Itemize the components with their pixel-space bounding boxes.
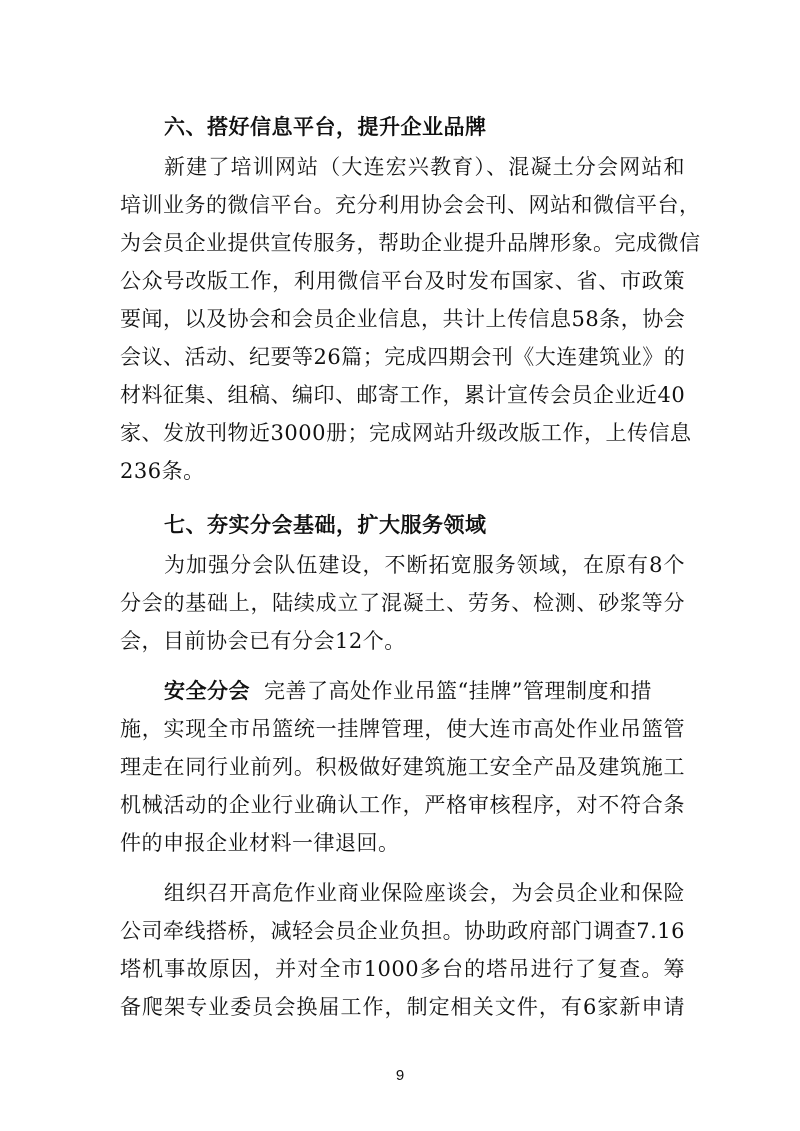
section-6-line: 材料征集、组稿、编印、邮寄工作，累计宣传会员企业近40 bbox=[120, 383, 686, 407]
safety-branch-label: 安全分会 bbox=[164, 679, 250, 703]
section-7-para2-line: 施，实现全市吊篮统一挂牌管理，使大连市高处作业吊篮管 bbox=[120, 717, 685, 741]
section-7-heading: 七、夯实分会基础，扩大服务领域 bbox=[164, 513, 487, 537]
section-6-line: 公众号改版工作，利用微信平台及时发布国家、省、市政策 bbox=[120, 269, 685, 293]
section-6-line: 236条。 bbox=[120, 459, 205, 483]
section-7-para2-line: 机械活动的企业行业确认工作，严格审核程序，对不符合条 bbox=[120, 793, 685, 817]
section-6-line: 为会员企业提供宣传服务，帮助企业提升品牌形象。完成微信 bbox=[120, 231, 701, 255]
section-7-para3-line: 备爬架专业委员会换届工作，制定相关文件，有6家新申请 bbox=[120, 995, 685, 1019]
section-6-heading: 六、搭好信息平台，提升企业品牌 bbox=[164, 115, 487, 139]
section-6-line: 要闻，以及协会和会员企业信息，共计上传信息58条，协会 bbox=[120, 307, 686, 331]
section-7-para2-line: 理走在同行业前列。积极做好建筑施工安全产品及建筑施工 bbox=[120, 755, 685, 779]
section-7-para3-line: 组织召开高危作业商业保险座谈会，为会员企业和保险 bbox=[164, 881, 685, 905]
section-6-line: 新建了培训网站（大连宏兴教育）、混凝土分会网站和 bbox=[164, 155, 685, 179]
page-number: 9 bbox=[395, 1067, 405, 1084]
section-7-para1-line: 会，目前协会已有分会12个。 bbox=[120, 629, 406, 653]
section-7-para2-first-line bbox=[164, 676, 685, 706]
section-7-para2-line: 件的申报企业材料一律退回。 bbox=[120, 831, 400, 855]
section-6-line: 培训业务的微信平台。充分利用协会会刊、网站和微信平台， bbox=[120, 193, 701, 217]
section-7-para1-line: 分会的基础上，陆续成立了混凝土、劳务、检测、砂浆等分 bbox=[120, 591, 685, 615]
section-7-para3-line: 塔机事故原因，并对全市1000多台的塔吊进行了复查。筹 bbox=[120, 957, 685, 981]
section-7-para3-line: 公司牵线搭桥，减轻会员企业负担。协助政府部门调查7.16 bbox=[120, 919, 685, 943]
section-7-para2-text: 完善了高处作业吊篮“挂牌”管理制度和措 bbox=[264, 679, 652, 703]
section-6-line: 会议、活动、纪要等26篇；完成四期会刊《大连建筑业》的 bbox=[120, 345, 686, 369]
section-6-line: 家、发放刊物近3000册；完成网站升级改版工作，上传信息 bbox=[120, 421, 692, 445]
section-7-para1-line: 为加强分会队伍建设，不断拓宽服务领域，在原有8个 bbox=[164, 553, 685, 577]
